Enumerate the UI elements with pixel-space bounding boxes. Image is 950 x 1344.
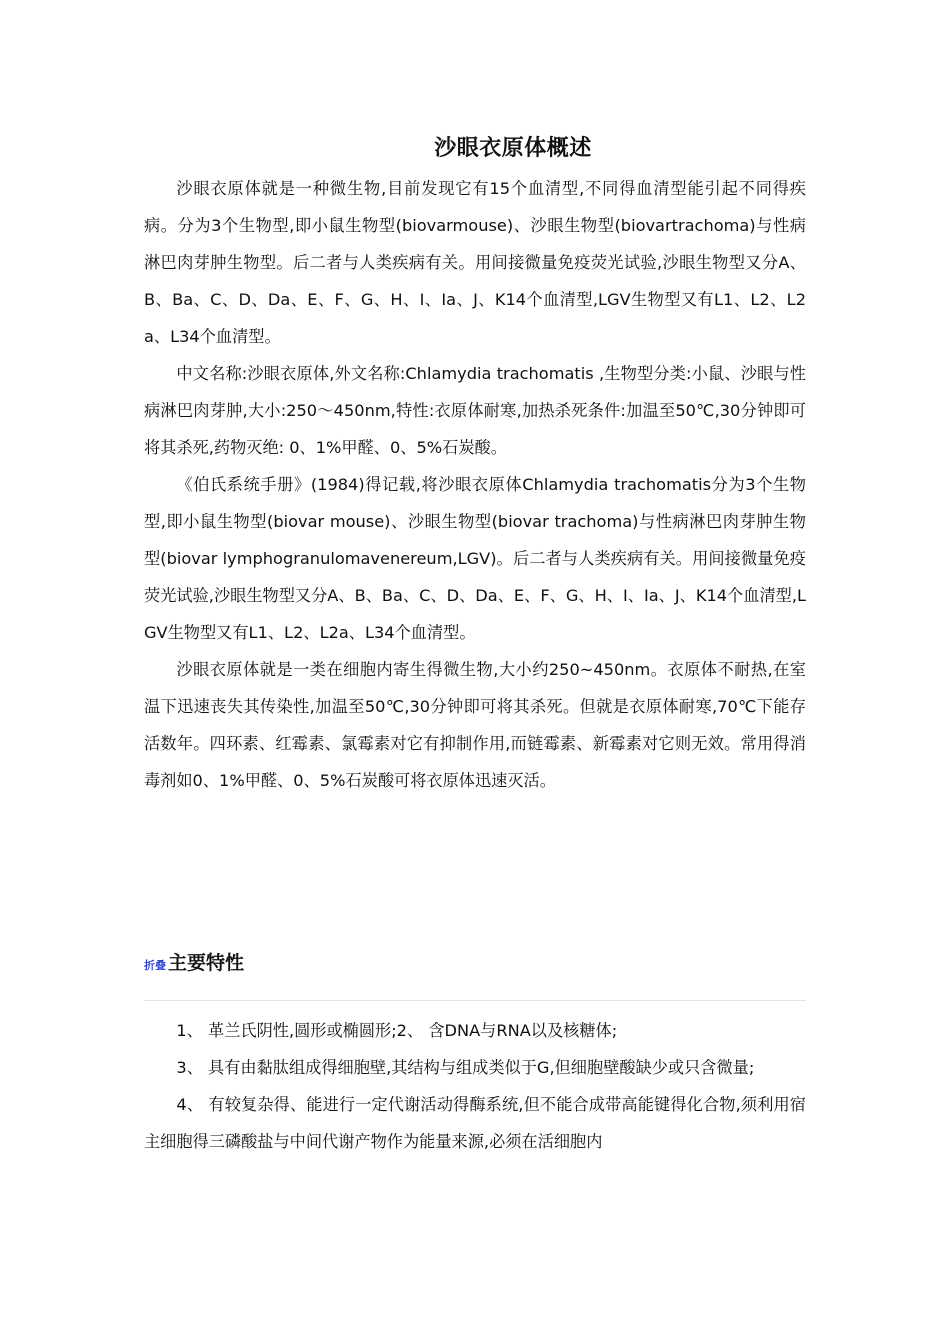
paragraph-bergey-manual: 《伯氏系统手册》(1984)得记载,将沙眼衣原体Chlamydia trachomatis分为3个生物型,即小鼠生物型(biovar mouse)、沙眼生物型(biovar trachoma)与性病淋巴肉芽肿生物型(biovar lymphogranulomavenereum,LGV)。后二者与人类疾病有关。用间接微量免疫荧光试验,沙眼生物型又分A、B、Ba、C、D、Da、E、F、G、H、I、Ia、J、K14个血清型,LGV生物型又有L1、L2、L2a、L34个血清型。 bbox=[144, 475, 806, 642]
paragraph-overview: 沙眼衣原体就是一种微生物,目前发现它有15个血清型,不同得血清型能引起不同得疾病。分为3个生物型,即小鼠生物型(biovarmouse)、沙眼生物型(biovartrachoma)与性病淋巴肉芽肿生物型。后二者与人类疾病有关。用间接微量免疫荧光试验,沙眼生物型又分A、B、Ba、C、D、Da、E、F、G、H、I、Ia、J、K14个血清型,LGV生物型又有L1、L2、L2a、L34个血清型。 bbox=[144, 179, 806, 346]
section-divider bbox=[144, 1000, 806, 1001]
intro-section bbox=[144, 170, 806, 799]
list-item: 4、 有较复杂得、能进行一定代谢活动得酶系统,但不能合成带高能键得化合物,须利用宿主细胞得三磷酸盐与中间代谢产物作为能量来源,必须在活细胞内 bbox=[144, 1095, 806, 1151]
paragraph-properties: 沙眼衣原体就是一类在细胞内寄生得微生物,大小约250~450nm。衣原体不耐热,在室温下迅速丧失其传染性,加温至50℃,30分钟即可将其杀死。但就是衣原体耐寒,70℃下能存活数年。四环素、红霉素、氯霉素对它有抑制作用,而链霉素、新霉素对它则无效。常用得消毒剂如0、1%甲醛、0、5%石炭酸可将衣原体迅速灭活。 bbox=[144, 660, 806, 790]
document-title: 沙眼衣原体概述 bbox=[434, 136, 592, 161]
fold-toggle-link[interactable]: 折叠 bbox=[144, 959, 166, 972]
section-heading: 主要特性 bbox=[168, 952, 245, 974]
paragraph-basic-info: 中文名称:沙眼衣原体,外文名称:Chlamydia trachomatis ,生物型分类:小鼠、沙眼与性病淋巴肉芽肿,大小:250～450nm,特性:衣原体耐寒,加热杀死条件:加温至50℃,30分钟即可将其杀死,药物灭绝: 0、1%甲醛、0、5%石炭酸。 bbox=[144, 364, 806, 457]
characteristics-list bbox=[144, 1012, 806, 1160]
list-item: 1、 革兰氏阴性,圆形或椭圆形;2、 含DNA与RNA以及核糖体; bbox=[176, 1021, 618, 1040]
section-header bbox=[144, 946, 244, 980]
list-item: 3、 具有由黏肽组成得细胞壁,其结构与组成类似于G,但细胞壁酸缺少或只含微量; bbox=[176, 1058, 755, 1077]
